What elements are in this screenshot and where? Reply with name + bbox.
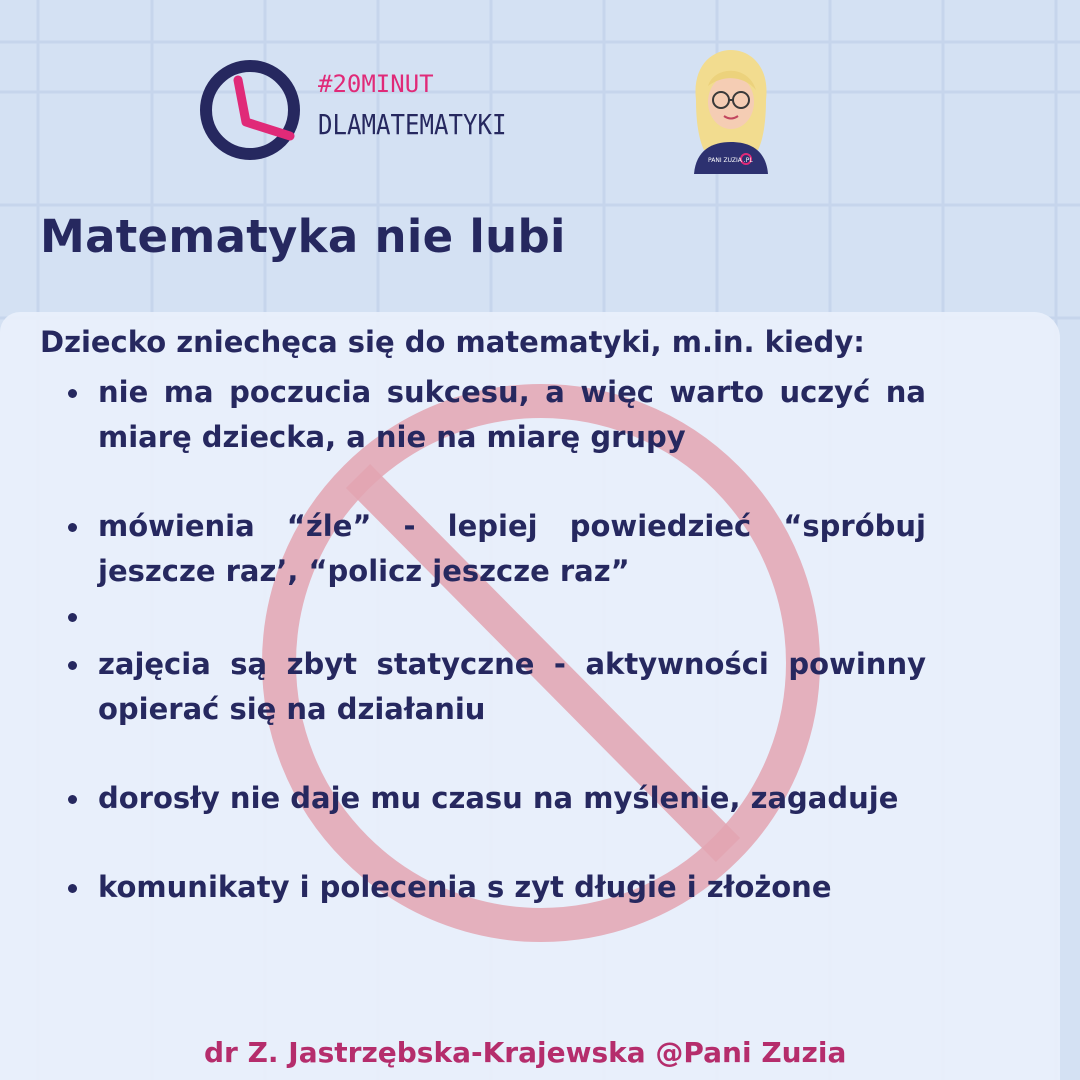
clock-logo-icon xyxy=(198,58,302,162)
bullet-icon xyxy=(68,523,77,532)
bullet-icon xyxy=(68,661,77,670)
bullet-icon xyxy=(68,884,77,893)
bullet-icon xyxy=(68,613,77,622)
list-item: komunikaty i polecenia s zyt długie i złożone xyxy=(60,865,926,910)
author-credit: dr Z. Jastrzębska-Krajewska @Pani Zuzia xyxy=(204,1036,847,1069)
list-item: nie ma poczucia sukcesu, a więc warto uczyć na miarę dziecka, a nie na miarę grupy xyxy=(60,370,926,460)
list-item: dorosły nie daje mu czasu na myślenie, zagaduje xyxy=(60,776,926,821)
brand-name: DLAMATEMATYKI xyxy=(318,108,507,141)
avatar-badge-text: PANI ZUZIA .PL xyxy=(708,157,753,164)
bullet-list xyxy=(60,370,926,910)
bullet-icon xyxy=(68,389,77,398)
list-item: mówienia “źle” - lepiej powiedzieć “spróbuj jeszcze raz’, “policz jeszcze raz” xyxy=(60,504,926,594)
intro-text: Dziecko zniechęca się do matematyki, m.in. kiedy: xyxy=(40,325,865,359)
list-item xyxy=(60,594,926,642)
bullet-icon xyxy=(68,795,77,804)
brand-hashtag: #20MINUT xyxy=(318,70,434,98)
list-item: zajęcia są zbyt statyczne - aktywności powinny opierać się na działaniu xyxy=(60,642,926,732)
page-title: Matematyka nie lubi xyxy=(40,210,566,263)
pani-zuzia-avatar xyxy=(688,46,774,174)
